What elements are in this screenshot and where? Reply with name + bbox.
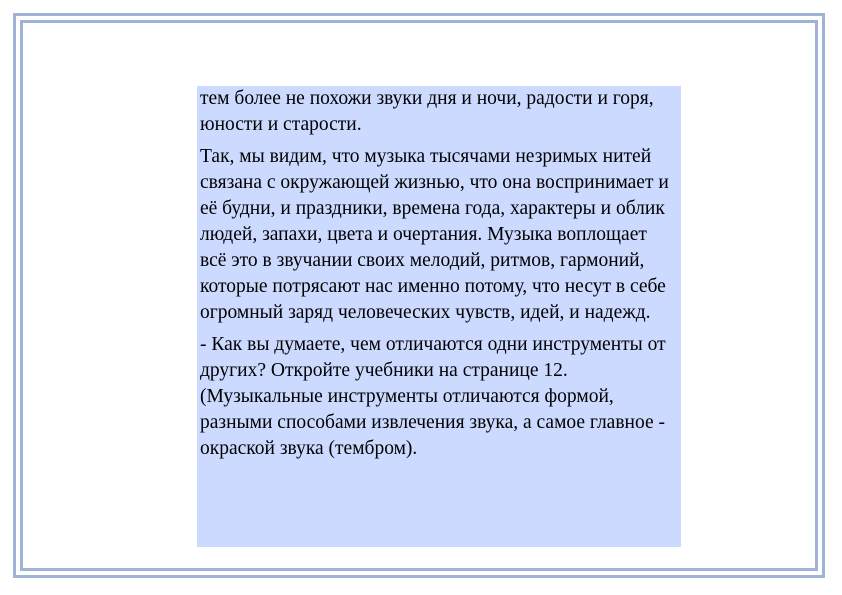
slide-text-block [197,86,681,547]
paragraph-3: - Как вы думаете, чем отличаются одни инструменты от других? Откройте учебники на странице 12. (Музыкальные инструменты отличаются формой, разными способами извлечения звука, а самое главное - окраской звука (тембром). [200,334,666,459]
paragraph-2: Так, мы видим, что музыка тысячами незримых нитей связана с окружающей жизнью, что она воспринимает и её будни, и праздники, времена года, характеры и облик людей, запахи, цвета и очертания. Музыка воплощает всё это в звучании своих мелодий, ритмов, гармоний, которые потрясают нас именно потому, что несут в себе огромный заряд человеческих чувств, идей, и надежд. [200,146,669,323]
paragraph-1: тем более не похожи звуки дня и ночи, радости и горя, юности и старости. [200,88,654,135]
